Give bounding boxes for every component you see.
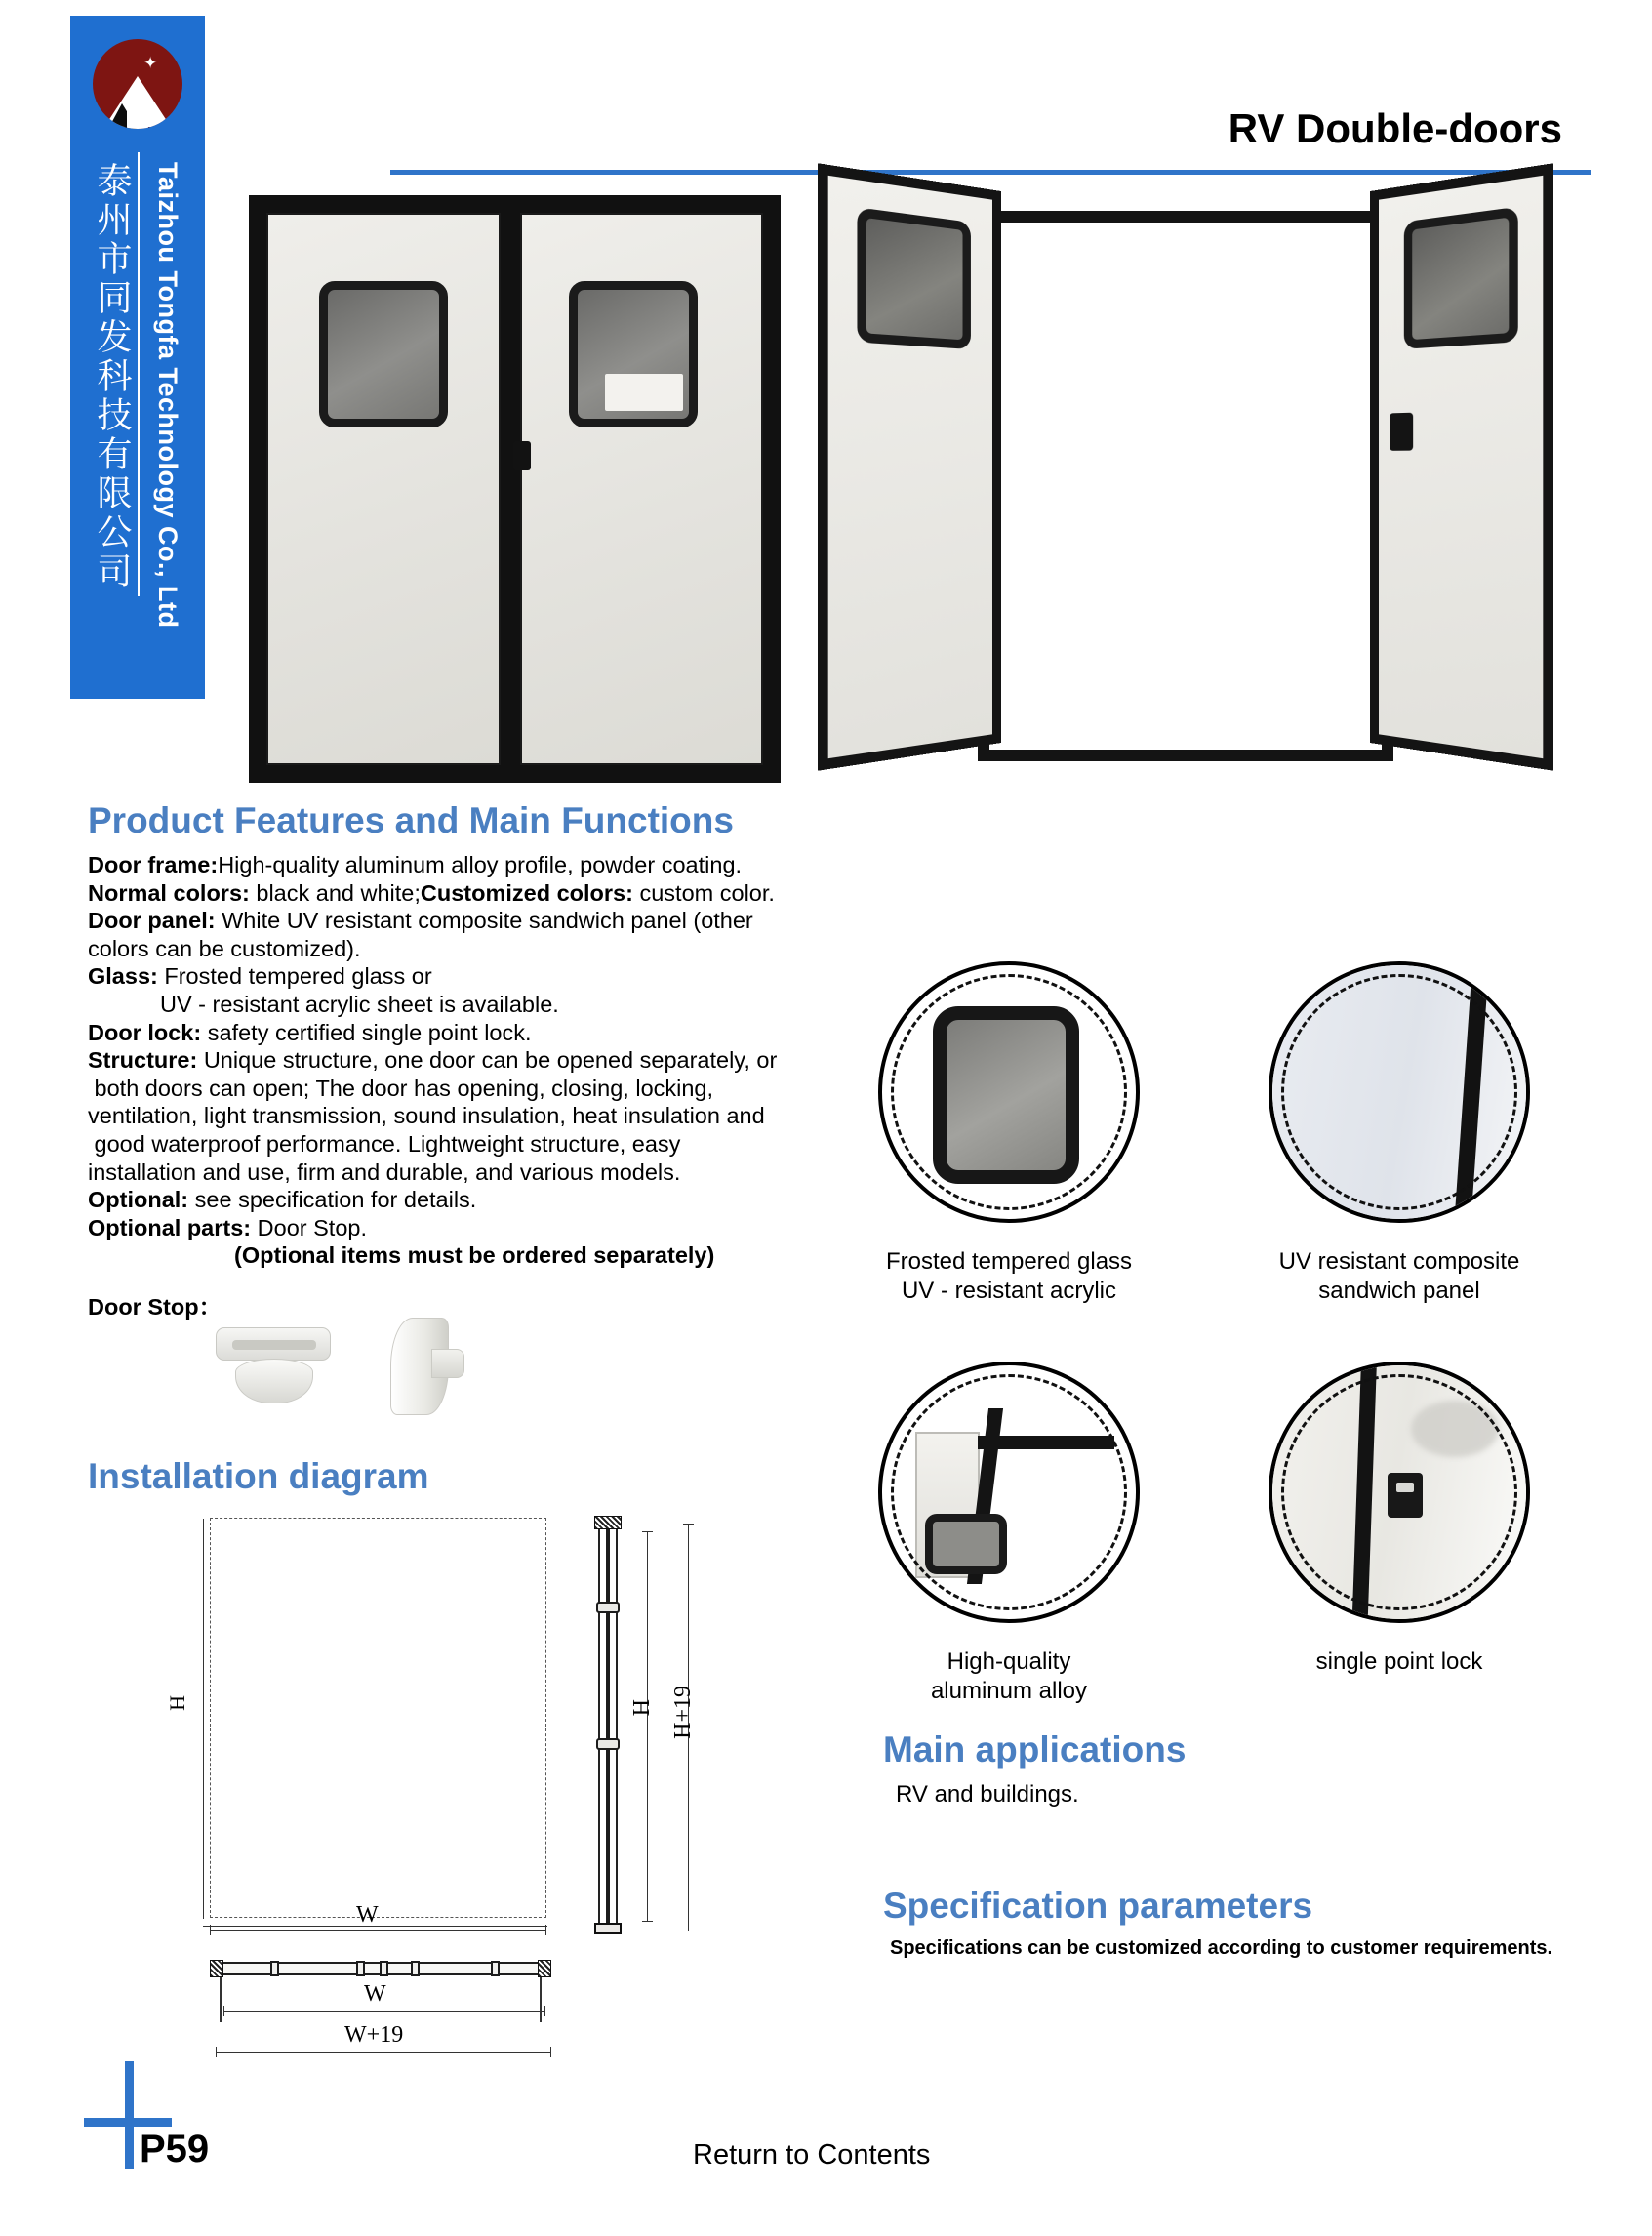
page-title: RV Double-doors <box>1228 105 1562 151</box>
feature-label-2: Customized colors: <box>420 879 633 906</box>
feature-label: Door frame: <box>88 852 219 877</box>
feature-text-2: custom color. <box>632 879 775 906</box>
feature-line <box>88 1075 849 1103</box>
door-stop-photo-a <box>210 1318 337 1420</box>
dimension-label-height-overall: H+19 <box>670 1686 696 1739</box>
detail-caption-panel <box>1214 1247 1585 1306</box>
feature-line <box>88 851 849 879</box>
single-point-lock-icon <box>1272 1365 1526 1619</box>
dimension-line-width-overall <box>216 2052 551 2053</box>
detail-circle-glass <box>878 961 1140 1223</box>
feature-line <box>88 1159 849 1187</box>
feature-text: see specification for details. <box>188 1187 477 1213</box>
detail-caption-line1: Frosted tempered glass <box>885 1248 1133 1275</box>
door-leaf-left-open <box>818 163 1001 771</box>
door-leaf-right <box>520 213 763 765</box>
feature-text: safety certified single point lock. <box>201 1019 532 1045</box>
frosted-glass-window-icon <box>933 1006 1079 1184</box>
feature-line <box>88 1019 849 1047</box>
detail-circle-lock <box>1269 1362 1530 1623</box>
feature-text: High-quality aluminum alloy profile, powder coating. <box>218 852 743 877</box>
detail-circle-aluminum <box>878 1362 1140 1623</box>
door-window-icon <box>319 281 448 427</box>
feature-text: both doors can open; The door has opening, closing, locking, <box>88 1075 714 1101</box>
brand-sidebar <box>70 16 205 699</box>
feature-text: colors can be customized). <box>88 935 361 961</box>
detail-caption-line2: aluminum alloy <box>930 1678 1088 1704</box>
company-name-cn: 泰州市同发科技有限公司 <box>93 162 132 591</box>
feature-text: UV - resistant acrylic sheet is available. <box>160 991 559 1017</box>
diagram-front-elevation <box>210 1518 546 1918</box>
section-heading-specification: Specification parameters <box>883 1886 1313 1926</box>
feature-line <box>88 1241 849 1270</box>
dimension-label-height-front: H <box>165 1695 189 1711</box>
door-lock-icon <box>513 441 531 470</box>
door-window-icon <box>857 207 970 349</box>
footer-accent-horizontal <box>84 2118 172 2127</box>
dimension-label-width-overall: W+19 <box>344 2022 404 2048</box>
brand-divider <box>138 152 140 596</box>
feature-label: Optional parts: <box>88 1214 252 1240</box>
specification-body: Specifications can be customized according to customer requirements. <box>890 1937 1553 1959</box>
feature-text: installation and use, firm and durable, and various models. <box>88 1159 681 1185</box>
dimension-label-width-front: W <box>356 1902 379 1928</box>
door-window-icon <box>1404 207 1518 349</box>
features-text-block <box>88 851 849 1270</box>
photo-door-closed <box>249 195 781 783</box>
door-leaf-left <box>266 213 501 765</box>
feature-text: black and white; <box>249 879 421 906</box>
door-lock-icon <box>1390 413 1413 451</box>
feature-label: Structure: <box>88 1047 198 1074</box>
page-number: P59 <box>140 2128 210 2171</box>
feature-line <box>88 1130 849 1159</box>
title-underline <box>390 170 1591 175</box>
feature-line <box>88 962 849 991</box>
feature-text: good waterproof performance. Lightweight structure, easy <box>88 1130 681 1157</box>
detail-caption-line1: High-quality <box>947 1648 1071 1675</box>
door-window-icon <box>569 281 698 427</box>
sandwich-panel-icon <box>1272 965 1526 1219</box>
dimension-label-width-plan: W <box>364 1981 386 2007</box>
feature-label: Glass: <box>88 963 158 990</box>
feature-text: Unique structure, one door can be opened separately, or <box>197 1047 778 1074</box>
detail-caption-aluminum <box>824 1647 1194 1706</box>
dimension-label-height-side: H <box>629 1699 655 1717</box>
detail-caption-line2: sandwich panel <box>1318 1278 1480 1304</box>
section-heading-install: Installation diagram <box>88 1456 429 1496</box>
feature-text: Frosted tempered glass or <box>157 963 432 990</box>
feature-line <box>88 935 849 963</box>
feature-line <box>88 1186 849 1214</box>
feature-text-optional-note: (Optional items must be ordered separately) <box>234 1242 715 1269</box>
detail-caption-lock <box>1214 1647 1585 1677</box>
detail-caption-line1: UV resistant composite <box>1278 1248 1520 1275</box>
feature-line <box>88 879 849 908</box>
feature-text: White UV resistant composite sandwich panel (other <box>215 908 753 934</box>
aluminum-profile-icon <box>915 1408 1110 1584</box>
footer-accent-vertical <box>125 2061 134 2169</box>
company-name-en: Taizhou Tongfa Technology Co., Ltd <box>153 162 182 629</box>
feature-text: ventilation, light transmission, sound insulation, heat insulation and <box>88 1103 765 1129</box>
detail-caption-glass <box>824 1247 1194 1306</box>
dimension-line-width-front <box>210 1930 546 1931</box>
feature-label: Door lock: <box>88 1019 202 1045</box>
return-to-contents-link[interactable]: Return to Contents <box>693 2139 931 2171</box>
door-stop-label: Door Stop： <box>88 1294 222 1320</box>
feature-line <box>88 991 849 1019</box>
installation-diagram <box>165 1508 825 2094</box>
detail-circle-panel <box>1269 961 1530 1223</box>
feature-line <box>88 1046 849 1075</box>
star-icon: ✦ <box>143 54 158 72</box>
feature-line <box>88 907 849 935</box>
detail-caption-line1: single point lock <box>1315 1648 1483 1675</box>
door-frame-opening <box>978 211 1393 761</box>
section-heading-features: Product Features and Main Functions <box>88 800 734 840</box>
photo-door-open <box>810 191 1561 789</box>
door-stop-photo-b <box>381 1314 474 1423</box>
detail-caption-line2: UV - resistant acrylic <box>901 1278 1117 1304</box>
feature-text: Door Stop. <box>251 1214 367 1240</box>
feature-label: Normal colors: <box>88 879 250 906</box>
applications-body: RV and buildings. <box>896 1781 1079 1808</box>
diagram-plan-section <box>210 1962 551 2079</box>
feature-label: Door panel: <box>88 908 216 934</box>
diagram-side-elevation <box>590 1508 707 1942</box>
dimension-line-width-plan <box>223 2011 545 2012</box>
feature-line <box>88 1214 849 1242</box>
feature-line <box>88 1102 849 1130</box>
company-logo-icon <box>93 39 182 129</box>
section-heading-applications: Main applications <box>883 1729 1187 1769</box>
feature-label: Optional: <box>88 1187 189 1213</box>
dimension-line-height <box>647 1531 648 1922</box>
door-leaf-right-open <box>1370 163 1553 771</box>
